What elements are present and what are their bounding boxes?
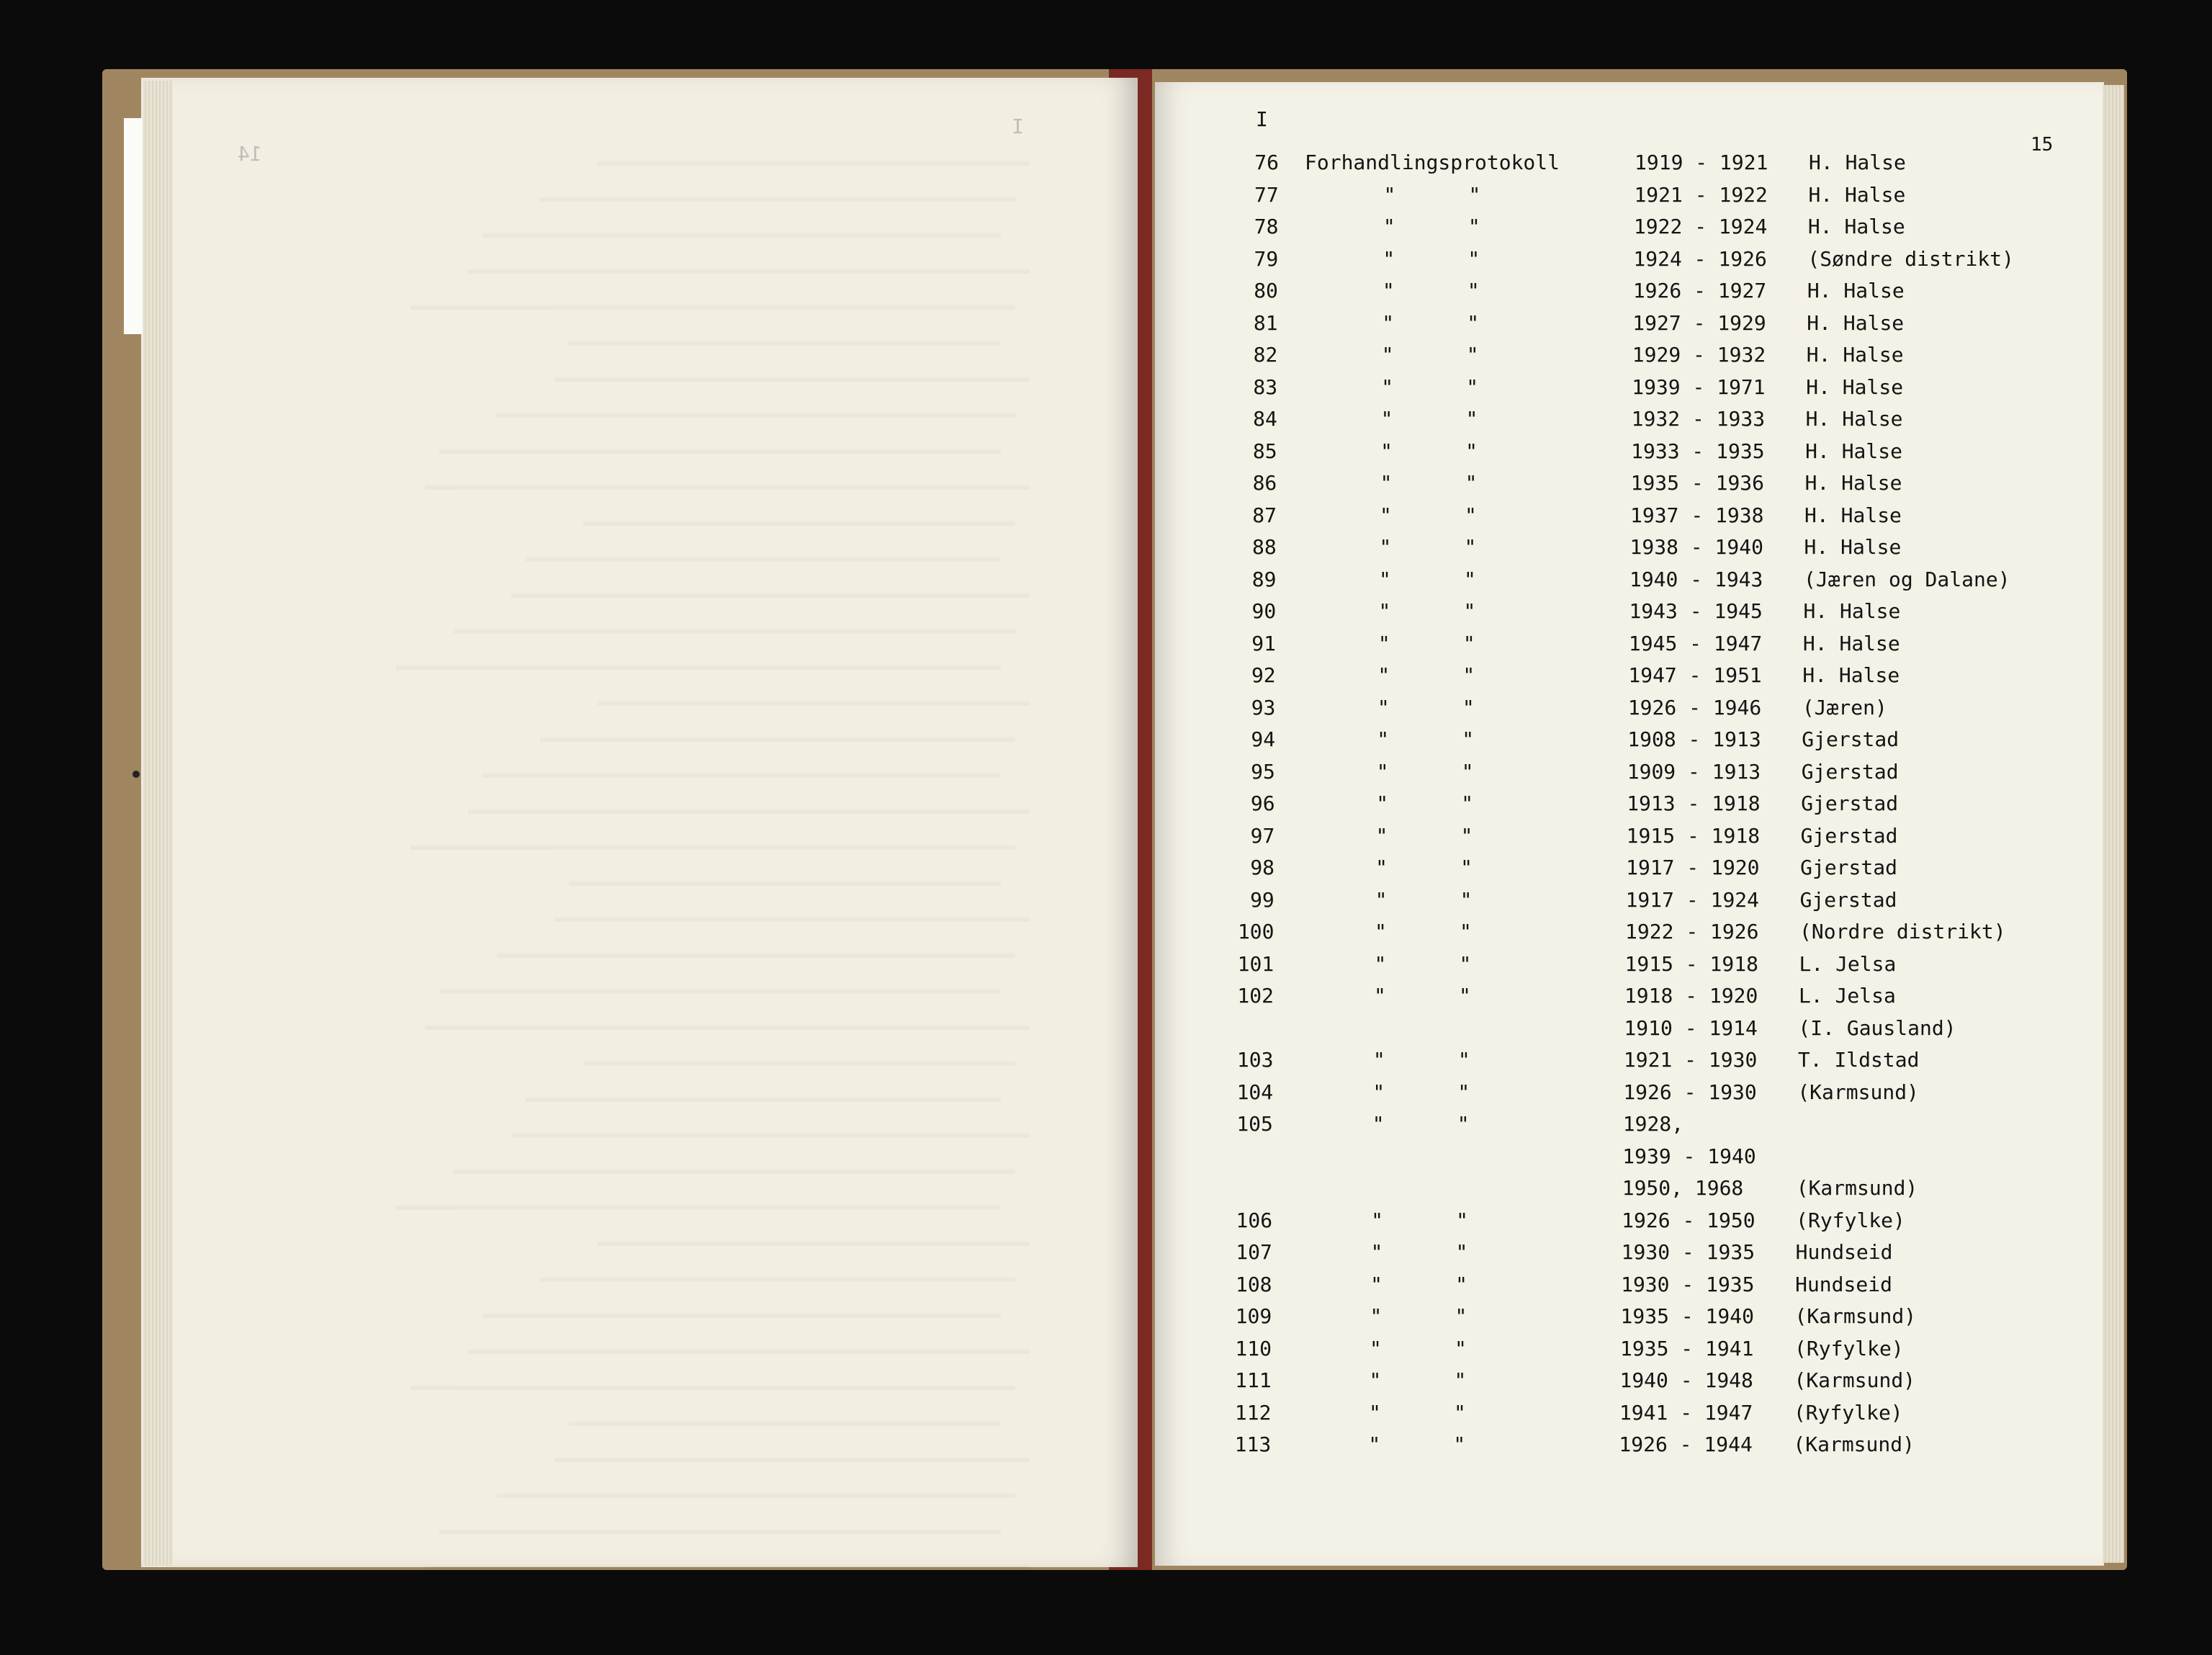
entry-number: 79 — [1254, 246, 1279, 271]
entry-number: 97 — [1250, 823, 1275, 848]
entry-years: 1926 - 1927 — [1632, 279, 1767, 302]
right-page-edges — [2103, 85, 2124, 1563]
ditto-mark: " — [1457, 1048, 1470, 1072]
ditto-mark: " — [1460, 920, 1472, 943]
entry-number: 112 — [1234, 1400, 1272, 1425]
entry-number: 113 — [1234, 1432, 1272, 1456]
entry-number: 77 — [1254, 182, 1279, 207]
ditto-mark: " — [1382, 279, 1395, 302]
entry-number: 88 — [1252, 535, 1277, 559]
ditto-mark: " — [1467, 246, 1480, 271]
ditto-mark: " — [1375, 920, 1387, 943]
entry-years: 1945 - 1947 — [1628, 631, 1763, 655]
entry-number: 106 — [1236, 1208, 1273, 1232]
ditto-mark: " — [1456, 1208, 1469, 1232]
entry-note: H. Halse — [1807, 215, 1905, 238]
entry-years: 1939 - 1971 — [1632, 374, 1766, 399]
ditto-mark: " — [1466, 343, 1479, 367]
ditto-mark: " — [1465, 471, 1478, 495]
bleed-line — [598, 670, 1030, 706]
entry-number: 111 — [1235, 1368, 1272, 1392]
entry-years: 1917 - 1924 — [1625, 887, 1760, 912]
entry-years: 1930 - 1935 — [1621, 1240, 1755, 1264]
entry-years: 1930 - 1935 — [1621, 1272, 1755, 1296]
entry-years: 1943 - 1945 — [1629, 599, 1763, 623]
entry-years: 1940 - 1943 — [1629, 567, 1763, 591]
ditto-mark: " — [1463, 599, 1476, 623]
entry-number: 89 — [1251, 567, 1277, 591]
bleed-line — [439, 958, 1001, 994]
entry-number: 85 — [1252, 439, 1277, 463]
entry-number: 76 — [1254, 151, 1279, 174]
ditto-mark: " — [1372, 1048, 1385, 1072]
ditto-mark: " — [1372, 1112, 1385, 1136]
entry-number: 78 — [1254, 215, 1279, 238]
ditto-mark: " — [1459, 951, 1472, 976]
entry-note: H. Halse — [1806, 374, 1904, 399]
entry-years: 1915 - 1918 — [1626, 823, 1761, 848]
entry-note: H. Halse — [1804, 471, 1902, 495]
ditto-mark: " — [1379, 535, 1392, 559]
binding-dot — [132, 771, 140, 778]
paper-tab — [124, 118, 143, 334]
ditto-mark: " — [1454, 1368, 1467, 1392]
ditto-mark: " — [1377, 727, 1390, 751]
ditto-mark: " — [1368, 1432, 1381, 1456]
bleed-line — [439, 1498, 1001, 1534]
left-page-number: 14 — [238, 142, 262, 166]
entry-note: (Søndre distrikt) — [1807, 246, 2014, 271]
bleed-line — [598, 130, 1030, 166]
entry-years: 1950, 1968 — [1622, 1176, 1744, 1200]
entry-note: H. Halse — [1807, 279, 1905, 302]
ditto-mark: " — [1375, 823, 1388, 848]
ditto-mark: " — [1370, 1272, 1382, 1296]
ditto-mark: " — [1455, 1304, 1467, 1328]
bleed-line — [410, 1354, 1015, 1390]
ditto-mark: " — [1455, 1336, 1467, 1360]
entry-note: (Nordre distrikt) — [1799, 920, 2006, 943]
entry-note: (Jæren) — [1802, 695, 1887, 719]
ditto-mark: " — [1467, 215, 1480, 238]
bleed-line — [425, 454, 1030, 490]
entry-note: (Ryfylke) — [1794, 1336, 1904, 1360]
entry-years: 1918 - 1920 — [1624, 984, 1758, 1008]
bleed-line — [468, 778, 1030, 814]
entry-note: H. Halse — [1802, 663, 1900, 687]
entry-note: (Karmsund) — [1794, 1304, 1917, 1328]
entry-number: 91 — [1251, 631, 1276, 655]
entry-years: 1908 - 1913 — [1627, 727, 1761, 751]
ditto-mark: " — [1370, 1336, 1382, 1360]
bleed-line — [569, 1390, 1001, 1426]
entry-note: (Karmsund) — [1794, 1368, 1916, 1392]
entry-number: 84 — [1253, 407, 1277, 431]
entry-note: H. Halse — [1808, 182, 1906, 207]
ditto-mark: " — [1370, 1240, 1383, 1264]
entry-number: 96 — [1250, 791, 1275, 815]
bleed-line — [554, 346, 1030, 382]
ditto-mark: " — [1381, 343, 1394, 367]
entry-years: 1922 - 1926 — [1625, 920, 1759, 943]
ditto-mark: " — [1467, 310, 1480, 335]
entry-number: 93 — [1251, 695, 1276, 719]
ditto-mark: " — [1465, 503, 1477, 527]
bleed-line — [497, 382, 1015, 418]
ditto-mark: " — [1460, 823, 1473, 848]
ditto-mark: " — [1462, 727, 1475, 751]
ditto-mark: " — [1375, 856, 1388, 879]
entry-years: 1935 - 1936 — [1630, 471, 1765, 495]
entry-note: (Karmsund) — [1796, 1176, 1918, 1200]
bleed-line — [526, 526, 1001, 562]
entry-years: 1921 - 1930 — [1623, 1048, 1758, 1072]
ditto-mark: " — [1455, 1272, 1467, 1296]
entry-note: H. Halse — [1804, 503, 1902, 527]
ditto-mark: " — [1460, 856, 1473, 879]
entry-note: H. Halse — [1802, 631, 1900, 655]
entry-number: 83 — [1253, 374, 1278, 399]
entry-years: 1941 - 1947 — [1619, 1400, 1753, 1425]
ditto-mark: " — [1378, 599, 1391, 623]
entry-note: H. Halse — [1806, 343, 1904, 367]
ditto-mark: " — [1376, 759, 1389, 784]
entry-note: H. Halse — [1805, 439, 1902, 463]
entry-note: T. Ildstad — [1797, 1048, 1920, 1072]
entry-years: 1927 - 1929 — [1632, 310, 1766, 335]
ditto-mark: " — [1462, 631, 1475, 655]
ditto-mark: " — [1375, 887, 1388, 912]
entry-note: H. Halse — [1809, 151, 1906, 174]
entry-years: 1926 - 1930 — [1623, 1080, 1757, 1104]
ditto-mark: " — [1380, 503, 1392, 527]
left-page-header-numeral: I — [1012, 115, 1024, 138]
bleed-line — [425, 1534, 1030, 1570]
ditto-mark: " — [1458, 984, 1471, 1008]
ditto-mark: " — [1380, 439, 1393, 463]
entry-note: Gjerstad — [1800, 856, 1897, 879]
ditto-mark: " — [1381, 374, 1394, 399]
entry-number: 95 — [1251, 759, 1275, 784]
ditto-mark: " — [1462, 663, 1475, 687]
bleed-line — [583, 1030, 1015, 1066]
bleed-line — [569, 310, 1001, 346]
ditto-mark: " — [1374, 951, 1387, 976]
entry-note: (Ryfylke) — [1793, 1400, 1903, 1425]
ditto-mark: " — [1380, 471, 1393, 495]
ditto-mark: " — [1382, 310, 1395, 335]
entry-number: 100 — [1237, 920, 1274, 943]
entry-note: Hundseid — [1795, 1272, 1892, 1296]
entry-number: 109 — [1235, 1304, 1272, 1328]
bleed-line — [454, 1138, 1015, 1174]
ditto-mark: " — [1467, 279, 1480, 302]
entry-number: 108 — [1235, 1272, 1272, 1296]
ditto-mark: " — [1380, 407, 1393, 431]
entry-number: 92 — [1251, 663, 1276, 687]
entry-years: 1924 - 1926 — [1633, 246, 1767, 271]
bleed-line — [497, 1462, 1015, 1498]
left-page-bleed-through — [180, 130, 1116, 1498]
entry-years: 1926 - 1944 — [1619, 1432, 1753, 1456]
bleed-line — [482, 742, 1001, 778]
entry-note: Gjerstad — [1801, 791, 1899, 815]
entry-years: 1913 - 1918 — [1627, 791, 1761, 815]
ditto-mark: " — [1465, 407, 1478, 431]
entry-number: 82 — [1253, 343, 1278, 367]
entry-number: 104 — [1236, 1080, 1274, 1104]
ditto-mark: " — [1453, 1400, 1466, 1425]
ditto-mark: " — [1453, 1432, 1466, 1456]
bleed-line — [583, 490, 1015, 526]
bleed-line — [526, 1066, 1001, 1102]
bleed-line — [468, 238, 1030, 274]
ditto-mark: " — [1371, 1208, 1384, 1232]
ditto-mark: " — [1373, 984, 1386, 1008]
entry-number: 87 — [1252, 503, 1277, 527]
entry-note: Gjerstad — [1801, 759, 1899, 784]
entry-note: Hundseid — [1795, 1240, 1893, 1264]
entry-note: Gjerstad — [1802, 727, 1899, 751]
bleed-line — [540, 1246, 1015, 1282]
ditto-mark: " — [1383, 182, 1396, 207]
bleed-line — [468, 1318, 1030, 1354]
entry-number: 86 — [1252, 471, 1277, 495]
ditto-mark: " — [1378, 567, 1391, 591]
ditto-mark: " — [1463, 567, 1476, 591]
entry-years: 1947 - 1951 — [1628, 663, 1762, 687]
entry-number: 103 — [1236, 1048, 1274, 1072]
bleed-line — [554, 886, 1030, 922]
entry-note: Gjerstad — [1800, 823, 1898, 848]
left-page-edges — [143, 81, 173, 1566]
entry-note: H. Halse — [1803, 599, 1901, 623]
ditto-mark: " — [1377, 631, 1390, 655]
right-page-number: 15 — [2031, 134, 2054, 156]
entry-number: 80 — [1254, 279, 1278, 302]
ditto-mark: " — [1369, 1368, 1382, 1392]
ditto-mark: " — [1465, 439, 1478, 463]
bleed-line — [410, 814, 1015, 850]
entry-note: H. Halse — [1807, 310, 1905, 335]
entry-note: (Karmsund) — [1797, 1080, 1919, 1104]
bleed-line — [540, 706, 1015, 742]
entry-years: 1932 - 1933 — [1631, 407, 1766, 431]
entry-years: 1935 - 1940 — [1620, 1304, 1754, 1328]
entry-note: Gjerstad — [1799, 887, 1897, 912]
entry-number: 94 — [1251, 727, 1276, 751]
bleed-line — [396, 1174, 1001, 1210]
ditto-mark: " — [1464, 535, 1477, 559]
entry-years: 1921 - 1922 — [1634, 182, 1768, 207]
entry-number: 98 — [1250, 856, 1275, 879]
entry-note: (Karmsund) — [1793, 1432, 1915, 1456]
entry-years: 1922 - 1924 — [1633, 215, 1768, 238]
entry-years: 1929 - 1932 — [1632, 343, 1766, 367]
bleed-line — [511, 1102, 1030, 1138]
bleed-line — [482, 1282, 1001, 1318]
bleed-line — [598, 1210, 1030, 1246]
ditto-mark: " — [1457, 1080, 1470, 1104]
entry-years: 1910 - 1914 — [1624, 1015, 1758, 1040]
ditto-mark: " — [1368, 1400, 1381, 1425]
ditto-mark: " — [1382, 215, 1395, 238]
ditto-mark: " — [1461, 791, 1474, 815]
ditto-mark: " — [1461, 759, 1474, 784]
entry-years: 1939 - 1940 — [1622, 1144, 1756, 1168]
ditto-mark: " — [1377, 695, 1390, 719]
entry-years: 1935 - 1941 — [1620, 1336, 1754, 1360]
bleed-line — [554, 1426, 1030, 1462]
ditto-mark: " — [1466, 374, 1479, 399]
entry-note: (I. Gausland) — [1798, 1015, 1956, 1040]
entry-years: 1938 - 1940 — [1629, 535, 1763, 559]
entry-title: Forhandlingsprotokoll — [1305, 151, 1560, 174]
ditto-mark: " — [1377, 663, 1390, 687]
bleed-line — [497, 922, 1015, 958]
entry-note: L. Jelsa — [1799, 951, 1897, 976]
ditto-mark: " — [1372, 1080, 1385, 1104]
bleed-line — [540, 166, 1015, 202]
entry-note: H. Halse — [1804, 535, 1902, 559]
ditto-mark: " — [1370, 1304, 1382, 1328]
entry-years: 1926 - 1950 — [1622, 1208, 1755, 1232]
entry-years: 1928, — [1622, 1112, 1684, 1136]
bleed-line — [482, 202, 1001, 238]
entry-number: 105 — [1236, 1112, 1273, 1136]
entry-years: 1915 - 1918 — [1624, 951, 1758, 976]
bleed-line — [410, 274, 1015, 310]
entry-note: H. Halse — [1805, 407, 1903, 431]
entry-years: 1909 - 1913 — [1627, 759, 1761, 784]
entry-years: 1919 - 1921 — [1635, 151, 1768, 174]
entry-years: 1926 - 1946 — [1627, 695, 1762, 719]
right-page-header-numeral: I — [1256, 107, 1268, 131]
bleed-line — [439, 418, 1001, 454]
entry-years: 1937 - 1938 — [1630, 503, 1764, 527]
bleed-line — [454, 598, 1015, 634]
entry-years: 1917 - 1920 — [1626, 856, 1760, 879]
ditto-mark: " — [1460, 887, 1473, 912]
entry-note: L. Jelsa — [1798, 984, 1896, 1008]
bleed-line — [511, 562, 1030, 598]
entry-number: 90 — [1251, 599, 1277, 623]
entry-note: (Ryfylke) — [1796, 1208, 1905, 1232]
ditto-mark: " — [1455, 1240, 1468, 1264]
entry-number: 107 — [1236, 1240, 1272, 1264]
ditto-mark: " — [1376, 791, 1389, 815]
entry-years: 1933 - 1935 — [1631, 439, 1765, 463]
entry-number: 81 — [1253, 310, 1278, 335]
bleed-line — [396, 634, 1001, 670]
bleed-line — [425, 994, 1030, 1030]
ditto-mark: " — [1468, 182, 1481, 207]
entry-number: 102 — [1237, 984, 1274, 1008]
entry-note: (Jæren og Dalane) — [1803, 567, 2010, 591]
entry-number: 110 — [1235, 1336, 1272, 1360]
bleed-line — [569, 850, 1001, 886]
entry-number: 101 — [1237, 951, 1274, 976]
ditto-mark: " — [1457, 1112, 1470, 1136]
entry-number: 99 — [1250, 887, 1274, 912]
ditto-mark: " — [1382, 246, 1395, 271]
entry-years: 1940 - 1948 — [1619, 1368, 1753, 1392]
ditto-mark: " — [1462, 695, 1475, 719]
